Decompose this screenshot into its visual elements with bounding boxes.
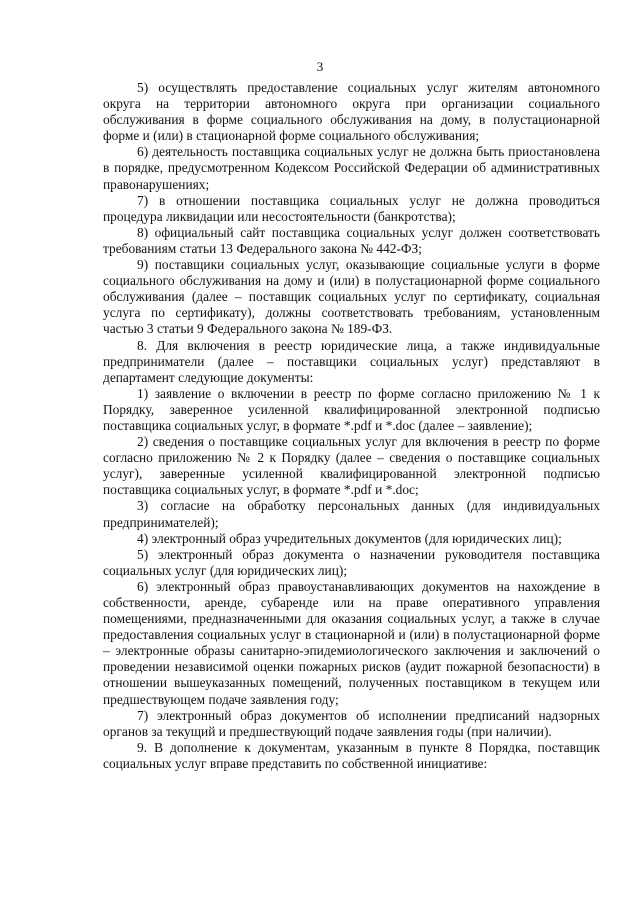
paragraph-condition-5: 5) осуществлять предоставление социальных услуг жителям автономного округа на территории автономного округа при организации социального обслуживания в форме социального обслуживания на дому, в полустационарной форме и (или) в стационарной форме социального обслуживания; [103,80,600,144]
paragraph-document-5: 5) электронный образ документа о назначении руководителя поставщика социальных услуг (для юридических лиц); [103,546,600,578]
paragraph-document-7: 7) электронный образ документов об исполнении предписаний надзорных органов за текущий и предшествующий подаче заявления годы (при наличии). [103,707,600,739]
paragraph-condition-6: 6) деятельность поставщика социальных услуг не должна быть приостановлена в порядке, предусмотренном Кодексом Российской Федерации об административных правонарушениях; [103,144,600,192]
paragraph-document-6: 6) электронный образ правоустанавливающих документов на нахождение в собственности, аренде, субаренде или на праве оперативного управления помещениями, предназначенными для оказания социальных услуг, а также в случае предоставления социальных услуг в стационарной и (или) в полустационарной форме – электронные образы санитарно-эпидемиологического заключения и заключений о проведении независимой оценки пожарных рисков (аудит пожарной безопасности) в отношении вышеуказанных помещений, полученных поставщиком в текущем или предшествующем подаче заявления году; [103,578,600,707]
paragraph-condition-7: 7) в отношении поставщика социальных услуг не должна проводиться процедура ликвидации или несостоятельности (банкротства); [103,192,600,224]
paragraph-document-4: 4) электронный образ учредительных документов (для юридических лиц); [137,530,562,546]
page-number: 3 [316,59,324,74]
paragraph-document-3: 3) согласие на обработку персональных данных (для индивидуальных предпринимателей); [103,498,600,530]
paragraph-document-1: 1) заявление о включении в реестр по форме согласно приложению № 1 к Порядку, заверенное усиленной квалифицированной электронной подписью поставщика социальных услуг, в формате *.pdf и *.doc (далее – заявление); [103,385,600,433]
paragraph-condition-9: 9) поставщики социальных услуг, оказывающие социальные услуги в форме социального обслуживания на дому и (или) в полустационарной форме социального обслуживания (далее – поставщик социальных услуг по сертификату, социальная услуга по сертификату), должны соответствовать требованиям, установленным частью 3 статьи 9 Федерального закона № 189-ФЗ. [103,257,600,337]
paragraph-section-8: 8. Для включения в реестр юридические лица, а также индивидуальные предприниматели (далее – поставщики социальных услуг) представляют в департамент следующие документы: [103,337,600,385]
paragraph-document-2: 2) сведения о поставщике социальных услуг для включения в реестр по форме согласно приложению № 2 к Порядку (далее – сведения о поставщике социальных услуг), заверенные усиленной квалифицированной электронной подписью поставщика социальных услуг, в формате *.pdf и *.doc; [103,434,600,498]
paragraph-section-9: 9. В дополнение к документам, указанным в пункте 8 Порядка, поставщик социальных услуг вправе представить по собственной инициативе: [103,739,600,771]
document-body [103,80,600,772]
paragraph-condition-8: 8) официальный сайт поставщика социальных услуг должен соответствовать требованиям статьи 13 Федерального закона № 442-ФЗ; [103,224,600,256]
